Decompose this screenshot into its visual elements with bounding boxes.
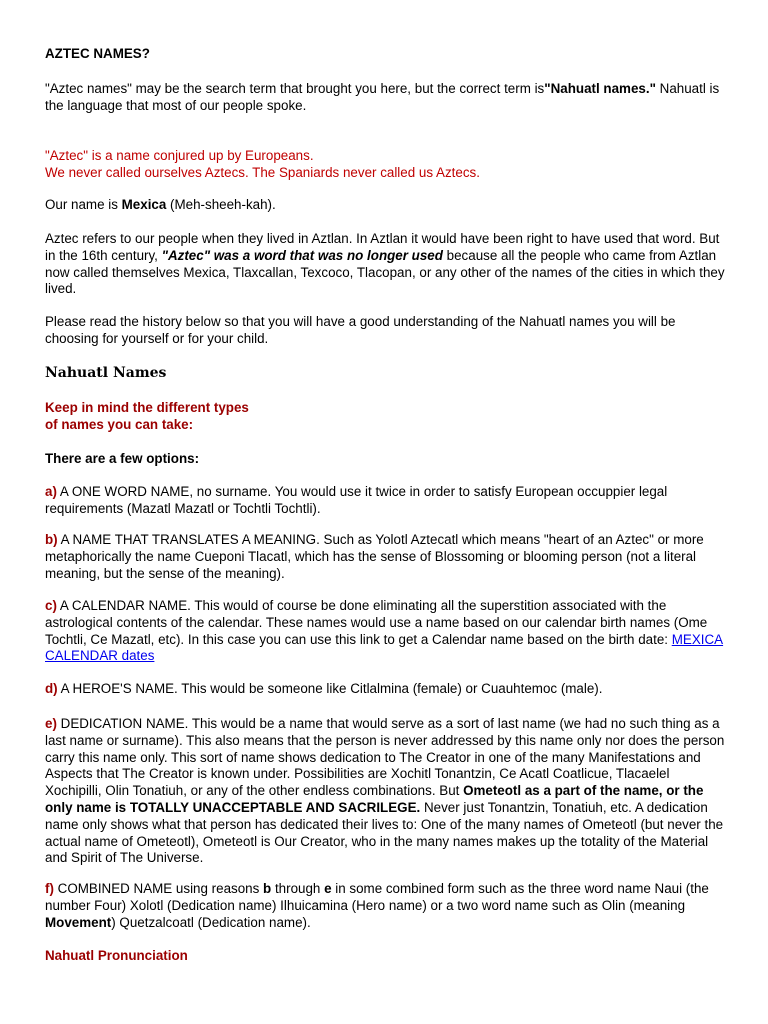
red-note [45,148,725,182]
mexica-calendar-link[interactable]: MEXICA CALENDAR dates [45,631,724,664]
option-e-warning: Ometeotl as a part of the name, or the only name is TOTALLY UNACCEPTABLE AND SACRILEGE. [45,783,704,815]
option-e-text-1: DEDICATION NAME. This would be a name that would serve as a sort of last name (we had no such thing as a last name or surname). This also means that the person is never addressed by this name only nor does the person carry this name only. This sort of name shows dedication to The Creator in one of the many Manifestations and Aspects that The Creator is known under. Possibilities are Xochitl Tonantzin, Ce Acatl Coatlicue, Tlacaelel Xochipilli, Olin Tonatiuh, or any of the other endless combinations. But [45,716,725,799]
our-name-paragraph [45,197,725,214]
aztlan-emphasis: "Aztec" was a word that was no longer used [161,247,443,263]
option-f-text-4: ) Quetzalcoatl (Dedication name). [111,914,311,930]
options-heading: There are a few options: [45,451,200,466]
intro-text-1: "Aztec names" may be the search term that brought you here, but the correct term is [45,81,545,96]
option-f-letter: f) [45,881,54,896]
aztlan-text-1: Aztec refers to our people when they lived in Aztlan. In Aztlan it would have been right to have used that word. But in the 16th century, [45,231,720,263]
option-c-letter: c) [45,598,57,613]
option-d-text: A HEROE'S NAME. This would be someone like Citlalmina (female) or Cuauhtemoc (male). [57,681,603,696]
option-d [45,681,725,698]
option-f-movement: Movement [45,914,112,930]
page-title: AZTEC NAMES? [45,46,150,61]
intro-paragraph [45,81,725,115]
keep-in-mind-note [45,400,725,434]
option-e [45,716,725,867]
red-note-line-1: "Aztec" is a name conjured up by Europeans. [45,148,314,163]
keep-in-mind-line-1: Keep in mind the different types [45,400,249,415]
option-e-letter: e) [45,716,57,731]
option-c-text: A CALENDAR NAME. This would of course be done eliminating all the superstition associated with the astrological contents of the calendar. These names would use a name based on our calendar birth names (Ome Tochtli, Ce Mazatl, etc). In this case you can use this link to get a Calendar name based on the birth date: [45,598,708,647]
our-name-mexica: Mexica [121,197,167,212]
option-a-letter: a) [45,484,57,499]
our-name-post: (Meh-sheeh-kah). [166,197,276,212]
option-f-ref-e: e [324,881,332,896]
please-read-paragraph: Please read the history below so that you will have a good understanding of the Nahuatl names you will be choosing for yourself or for your child. [45,314,676,346]
option-c [45,598,725,665]
option-a-text: A ONE WORD NAME, no surname. You would use it twice in order to satisfy European occuppier legal requirements (Mazatl Mazatl or Tochtli Tochtli). [45,484,668,516]
option-f-ref-b: b [263,881,272,896]
intro-text-2: Nahuatl is the language that most of our people spoke. [45,81,720,113]
option-f [45,881,725,931]
section-heading-nahuatl-names: Nahuatl Names [45,365,167,381]
option-f-text-3: in some combined form such as the three word name Naui (the number Four) Xolotl (Dedication name) Ilhuicamina (Hero name) or a two word name such as Olin (meaning [45,881,709,913]
keep-in-mind-line-2: of names you can take: [45,416,194,432]
option-b-text: A NAME THAT TRANSLATES A MEANING. Such as Yolotl Aztecatl which means "heart of an Aztec" or more metaphorically the name Cueponi Tlacatl, which has the sense of Blossoming or blooming person (not a literal meaning, but the sense of the meaning). [45,532,704,581]
option-e-text-2: Never just Tonantzin, Tonatiuh, etc. A dedication name only shows what that person has dedicated their lives to: One of the many names of Ometeotl (but never the actual name of Ometeotl), Ometeotl is Our Creator, who in the many names makes up the totality of the Material and Spirit of The Universe. [45,799,724,866]
aztlan-text-2: because all the people who came from Aztlan now called themselves Mexica, Tlaxcallan, Texcoco, Tlacopan, or any other of the names of the cities in which they lived. [45,247,725,297]
aztlan-paragraph [45,231,725,298]
option-a [45,484,725,518]
option-d-letter: d) [45,681,58,696]
option-b-letter: b) [45,532,58,547]
option-f-text-2: through [271,881,325,896]
option-b [45,532,725,582]
red-note-line-2: We never called ourselves Aztecs. The Spaniards never called us Aztecs. [45,164,480,180]
pronunciation-heading: Nahuatl Pronunciation [45,948,188,963]
intro-term: "Nahuatl names." [544,81,656,96]
our-name-pre: Our name is [45,197,122,212]
option-f-text-1: COMBINED NAME using reasons [53,881,264,896]
